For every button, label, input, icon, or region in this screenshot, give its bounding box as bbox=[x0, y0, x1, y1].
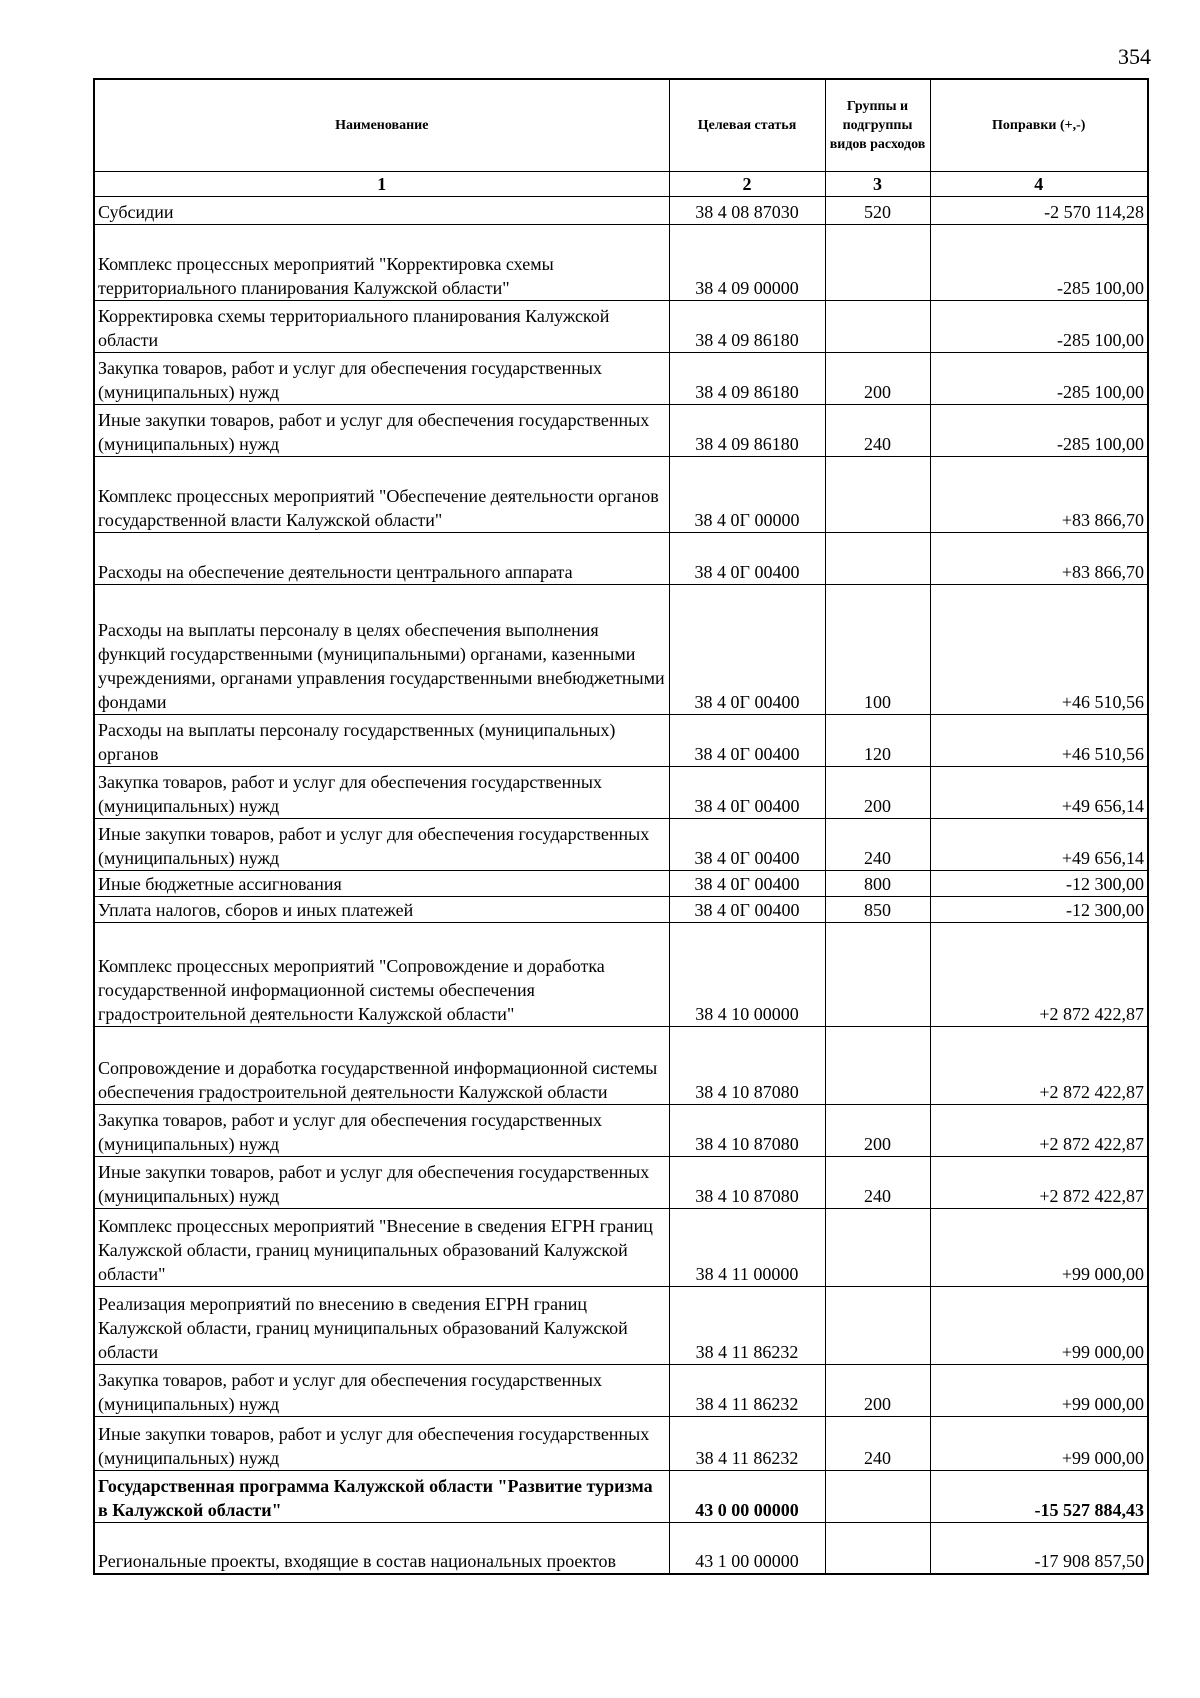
row-amendment: +83 866,70 bbox=[930, 456, 1148, 532]
row-amendment: +2 872 422,87 bbox=[930, 1156, 1148, 1208]
row-target-article: 38 4 0Г 00400 bbox=[669, 714, 825, 766]
row-expense-group bbox=[825, 224, 930, 300]
row-expense-group: 240 bbox=[825, 818, 930, 870]
row-amendment: +2 872 422,87 bbox=[930, 922, 1148, 1026]
row-expense-group bbox=[825, 1026, 930, 1104]
table-row bbox=[94, 1470, 1148, 1522]
row-name: Закупка товаров, работ и услуг для обеспечения государственных (муниципальных) нужд bbox=[94, 1364, 669, 1416]
row-amendment: -12 300,00 bbox=[930, 870, 1148, 896]
row-amendment: -285 100,00 bbox=[930, 300, 1148, 352]
row-amendment: -15 527 884,43 bbox=[930, 1470, 1148, 1522]
row-target-article: 38 4 0Г 00400 bbox=[669, 584, 825, 714]
table-row bbox=[94, 1104, 1148, 1156]
row-target-article: 38 4 11 86232 bbox=[669, 1364, 825, 1416]
row-name: Комплекс процессных мероприятий "Внесение в сведения ЕГРН границ Калужской области, границ муниципальных образований Калужской области" bbox=[94, 1208, 669, 1286]
row-expense-group: 850 bbox=[825, 896, 930, 922]
row-name: Уплата налогов, сборов и иных платежей bbox=[94, 896, 669, 922]
page-number: 354 bbox=[1118, 44, 1151, 69]
column-number-3: 3 bbox=[825, 171, 930, 196]
table-row bbox=[94, 922, 1148, 1026]
row-target-article: 38 4 11 86232 bbox=[669, 1286, 825, 1364]
row-name: Государственная программа Калужской области "Развитие туризма в Калужской области" bbox=[94, 1470, 669, 1522]
row-amendment: +46 510,56 bbox=[930, 584, 1148, 714]
row-name: Расходы на выплаты персоналу государственных (муниципальных) органов bbox=[94, 714, 669, 766]
row-target-article: 38 4 10 00000 bbox=[669, 922, 825, 1026]
row-expense-group: 520 bbox=[825, 196, 930, 224]
table-body bbox=[94, 196, 1148, 1574]
table-row bbox=[94, 1026, 1148, 1104]
row-amendment: +2 872 422,87 bbox=[930, 1104, 1148, 1156]
row-name: Иные закупки товаров, работ и услуг для обеспечения государственных (муниципальных) нужд bbox=[94, 818, 669, 870]
header-name: Наименование bbox=[94, 79, 669, 171]
row-amendment: -285 100,00 bbox=[930, 404, 1148, 456]
row-target-article: 38 4 10 87080 bbox=[669, 1104, 825, 1156]
table-row bbox=[94, 896, 1148, 922]
row-expense-group bbox=[825, 532, 930, 584]
row-target-article: 38 4 0Г 00400 bbox=[669, 532, 825, 584]
column-number-2: 2 bbox=[669, 171, 825, 196]
row-amendment: +83 866,70 bbox=[930, 532, 1148, 584]
row-target-article: 38 4 11 86232 bbox=[669, 1416, 825, 1470]
row-target-article: 38 4 09 00000 bbox=[669, 224, 825, 300]
row-amendment: +49 656,14 bbox=[930, 818, 1148, 870]
row-name: Сопровождение и доработка государственной информационной системы обеспечения градостроительной деятельности Калужской области bbox=[94, 1026, 669, 1104]
row-amendment: +99 000,00 bbox=[930, 1416, 1148, 1470]
row-expense-group: 200 bbox=[825, 352, 930, 404]
header-amendments: Поправки (+,-) bbox=[930, 79, 1148, 171]
row-amendment: +99 000,00 bbox=[930, 1208, 1148, 1286]
row-name: Корректировка схемы территориального планирования Калужской области bbox=[94, 300, 669, 352]
row-target-article: 38 4 0Г 00400 bbox=[669, 870, 825, 896]
header-target-article: Целевая статья bbox=[669, 79, 825, 171]
row-target-article: 43 0 00 00000 bbox=[669, 1470, 825, 1522]
column-number-1: 1 bbox=[94, 171, 669, 196]
table-row bbox=[94, 224, 1148, 300]
table-row bbox=[94, 1208, 1148, 1286]
row-expense-group: 240 bbox=[825, 404, 930, 456]
row-name: Иные закупки товаров, работ и услуг для обеспечения государственных (муниципальных) нужд bbox=[94, 404, 669, 456]
row-expense-group bbox=[825, 456, 930, 532]
row-expense-group bbox=[825, 1522, 930, 1574]
row-expense-group bbox=[825, 1470, 930, 1522]
table-row bbox=[94, 352, 1148, 404]
header-expense-groups: Группы и подгруппы видов расходов bbox=[825, 79, 930, 171]
table-row bbox=[94, 532, 1148, 584]
row-expense-group bbox=[825, 1208, 930, 1286]
budget-table bbox=[93, 78, 1149, 1575]
table-row bbox=[94, 196, 1148, 224]
row-expense-group: 200 bbox=[825, 1364, 930, 1416]
row-target-article: 38 4 09 86180 bbox=[669, 352, 825, 404]
table-row bbox=[94, 1522, 1148, 1574]
table-row bbox=[94, 456, 1148, 532]
row-name: Закупка товаров, работ и услуг для обеспечения государственных (муниципальных) нужд bbox=[94, 352, 669, 404]
table-row bbox=[94, 1286, 1148, 1364]
row-target-article: 38 4 0Г 00400 bbox=[669, 896, 825, 922]
row-amendment: +99 000,00 bbox=[930, 1364, 1148, 1416]
row-target-article: 38 4 08 87030 bbox=[669, 196, 825, 224]
row-name: Закупка товаров, работ и услуг для обеспечения государственных (муниципальных) нужд bbox=[94, 1104, 669, 1156]
row-amendment: -12 300,00 bbox=[930, 896, 1148, 922]
row-target-article: 38 4 11 00000 bbox=[669, 1208, 825, 1286]
table-row bbox=[94, 818, 1148, 870]
row-expense-group bbox=[825, 1286, 930, 1364]
table-row bbox=[94, 714, 1148, 766]
row-amendment: +99 000,00 bbox=[930, 1286, 1148, 1364]
row-name: Закупка товаров, работ и услуг для обеспечения государственных (муниципальных) нужд bbox=[94, 766, 669, 818]
table-row bbox=[94, 870, 1148, 896]
table-row bbox=[94, 766, 1148, 818]
row-expense-group: 100 bbox=[825, 584, 930, 714]
row-name: Иные закупки товаров, работ и услуг для обеспечения государственных (муниципальных) нужд bbox=[94, 1156, 669, 1208]
row-name: Реализация мероприятий по внесению в сведения ЕГРН границ Калужской области, границ муниципальных образований Калужской области bbox=[94, 1286, 669, 1364]
row-target-article: 38 4 0Г 00000 bbox=[669, 456, 825, 532]
row-expense-group: 800 bbox=[825, 870, 930, 896]
row-amendment: +49 656,14 bbox=[930, 766, 1148, 818]
row-name: Комплекс процессных мероприятий "Сопровождение и доработка государственной информационной системы обеспечения градостроительной деятельности Калужской области" bbox=[94, 922, 669, 1026]
row-name: Комплекс процессных мероприятий "Обеспечение деятельности органов государственной власти Калужской области" bbox=[94, 456, 669, 532]
row-expense-group: 240 bbox=[825, 1416, 930, 1470]
row-name: Региональные проекты, входящие в состав национальных проектов bbox=[94, 1522, 669, 1574]
row-name: Комплекс процессных мероприятий "Корректировка схемы территориального планирования Калужской области" bbox=[94, 224, 669, 300]
row-target-article: 38 4 09 86180 bbox=[669, 300, 825, 352]
table-row bbox=[94, 584, 1148, 714]
table-row bbox=[94, 1364, 1148, 1416]
row-expense-group: 120 bbox=[825, 714, 930, 766]
row-expense-group bbox=[825, 922, 930, 1026]
row-amendment: -285 100,00 bbox=[930, 352, 1148, 404]
table-row bbox=[94, 1416, 1148, 1470]
column-number-4: 4 bbox=[930, 171, 1148, 196]
row-amendment: -285 100,00 bbox=[930, 224, 1148, 300]
row-amendment: -2 570 114,28 bbox=[930, 196, 1148, 224]
row-target-article: 38 4 10 87080 bbox=[669, 1156, 825, 1208]
row-expense-group bbox=[825, 300, 930, 352]
row-amendment: -17 908 857,50 bbox=[930, 1522, 1148, 1574]
table-row bbox=[94, 1156, 1148, 1208]
row-expense-group: 200 bbox=[825, 766, 930, 818]
table-row bbox=[94, 300, 1148, 352]
row-amendment: +46 510,56 bbox=[930, 714, 1148, 766]
row-name: Расходы на обеспечение деятельности центрального аппарата bbox=[94, 532, 669, 584]
row-target-article: 38 4 10 87080 bbox=[669, 1026, 825, 1104]
row-name: Расходы на выплаты персоналу в целях обеспечения выполнения функций государственными (муниципальными) органами, казенными учреждениями, органами управления государственными внебюджетными фондами bbox=[94, 584, 669, 714]
row-expense-group: 200 bbox=[825, 1104, 930, 1156]
row-target-article: 38 4 0Г 00400 bbox=[669, 766, 825, 818]
row-target-article: 38 4 09 86180 bbox=[669, 404, 825, 456]
column-number-row bbox=[94, 171, 1148, 196]
row-target-article: 38 4 0Г 00400 bbox=[669, 818, 825, 870]
row-target-article: 43 1 00 00000 bbox=[669, 1522, 825, 1574]
table-header-row bbox=[94, 79, 1148, 171]
row-expense-group: 240 bbox=[825, 1156, 930, 1208]
row-amendment: +2 872 422,87 bbox=[930, 1026, 1148, 1104]
row-name: Иные закупки товаров, работ и услуг для обеспечения государственных (муниципальных) нужд bbox=[94, 1416, 669, 1470]
table-row bbox=[94, 404, 1148, 456]
row-name: Иные бюджетные ассигнования bbox=[94, 870, 669, 896]
row-name: Субсидии bbox=[94, 196, 669, 224]
